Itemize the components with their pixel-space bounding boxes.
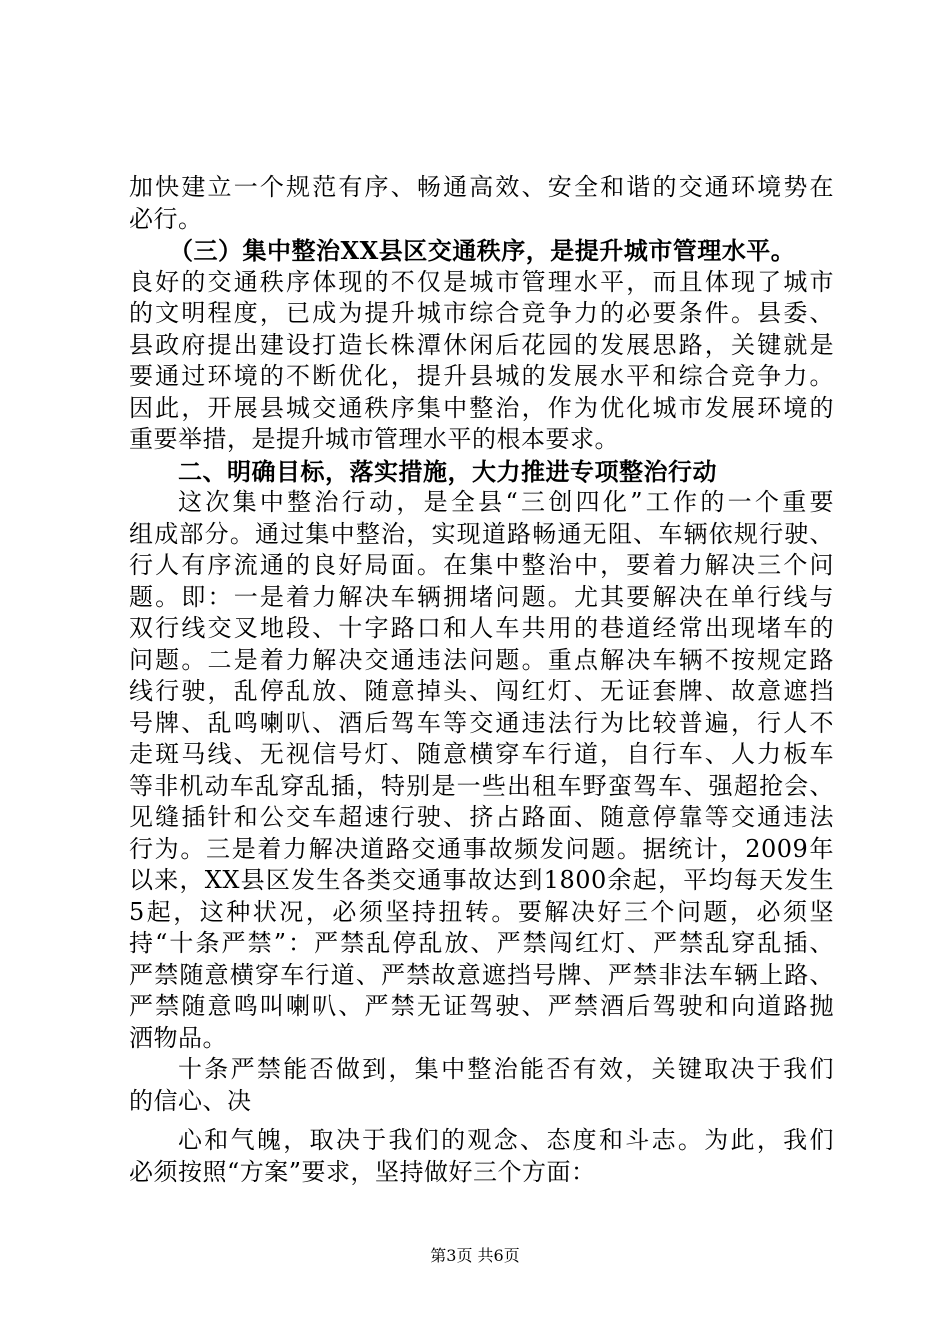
- body-text-line: 十条严禁能否做到，集中整治能否有效，关键取决于我们: [178, 1055, 834, 1083]
- body-text-line: 行为。三是着力解决道路交通事故频发问题。据统计，2009年: [129, 834, 834, 863]
- body-text-line: 的信心、决: [129, 1086, 252, 1115]
- body-text-line: 这次集中整治行动，是全县“三创四化”工作的一个重要: [178, 488, 834, 516]
- body-text-line: 等非机动车乱穿乱插，特别是一些出租车野蛮驾车、强超抢会、: [129, 771, 834, 800]
- section-heading-2: 二、明确目标，落实措施，大力推进专项整治行动: [178, 456, 717, 486]
- body-text-line: 洒物品。: [129, 1023, 227, 1052]
- body-text-line: 要通过环境的不断优化，提升县城的发展水平和综合竞争力。: [129, 362, 834, 390]
- body-text-line: 问题。二是着力解决交通违法问题。重点解决车辆不按规定路: [129, 645, 834, 674]
- body-text-line: 严禁随意横穿车行道、严禁故意遮挡号牌、严禁非法车辆上路、: [129, 960, 834, 989]
- body-text-line: 的文明程度，已成为提升城市综合竞争力的必要条件。县委、: [129, 299, 834, 327]
- body-text-line: 走斑马线、无视信号灯、随意横穿车行道，自行车、人力板车: [129, 740, 834, 768]
- body-text-line: 必行。: [129, 204, 203, 233]
- body-text-line: 重要举措，是提升城市管理水平的根本要求。: [129, 425, 619, 453]
- body-text-line: 号牌、乱鸣喇叭、酒后驾车等交通违法行为比较普遍，行人不: [129, 708, 834, 737]
- body-text-line: 县政府提出建设打造长株潭休闲后花园的发展思路，关键就是: [129, 330, 834, 359]
- paragraph-gap: [129, 1117, 834, 1125]
- body-text-line: 见缝插针和公交车超速行驶、挤占路面、随意停靠等交通违法: [129, 803, 834, 831]
- body-text-line: 线行驶，乱停乱放、随意掉头、闯红灯、无证套牌、故意遮挡: [129, 677, 834, 705]
- document-body: [129, 172, 834, 1188]
- body-text-line: 双行线交叉地段、十字路口和人车共用的巷道经常出现堵车的: [129, 614, 834, 642]
- body-text-line: 严禁随意鸣叫喇叭、严禁无证驾驶、严禁酒后驾驶和向道路抛: [129, 992, 834, 1020]
- body-text-line: 因此，开展县城交通秩序集中整治，作为优化城市发展环境的: [129, 393, 834, 422]
- body-text-line: 行人有序流通的良好局面。在集中整治中，要着力解决三个问: [129, 551, 834, 579]
- body-text-line: 心和气魄，取决于我们的观念、态度和斗志。为此，我们: [178, 1126, 834, 1154]
- page-footer: 第3页 共6页: [430, 1246, 520, 1265]
- body-text-line: 以来，XX县区发生各类交通事故达到1800余起，平均每天发生: [129, 866, 834, 894]
- section-heading-3: （三）集中整治XX县区交通秩序，是提升城市管理水平。: [169, 236, 796, 265]
- body-text-line: 加快建立一个规范有序、畅通高效、安全和谐的交通环境势在: [129, 173, 834, 201]
- body-text-line: 题。即：一是着力解决车辆拥堵问题。尤其要解决在单行线与: [129, 582, 834, 611]
- body-text-line: 持“十条严禁”：严禁乱停乱放、严禁闯红灯、严禁乱穿乱插、: [129, 929, 834, 957]
- body-text-line: 必须按照“方案”要求，坚持做好三个方面：: [129, 1157, 596, 1186]
- body-text-line: 5起，这种状况，必须坚持扭转。要解决好三个问题，必须坚: [129, 897, 834, 926]
- body-text-line: 组成部分。通过集中整治，实现道路畅通无阻、车辆依规行驶、: [129, 519, 834, 548]
- body-text-line: 良好的交通秩序体现的不仅是城市管理水平，而且体现了城市: [129, 267, 834, 296]
